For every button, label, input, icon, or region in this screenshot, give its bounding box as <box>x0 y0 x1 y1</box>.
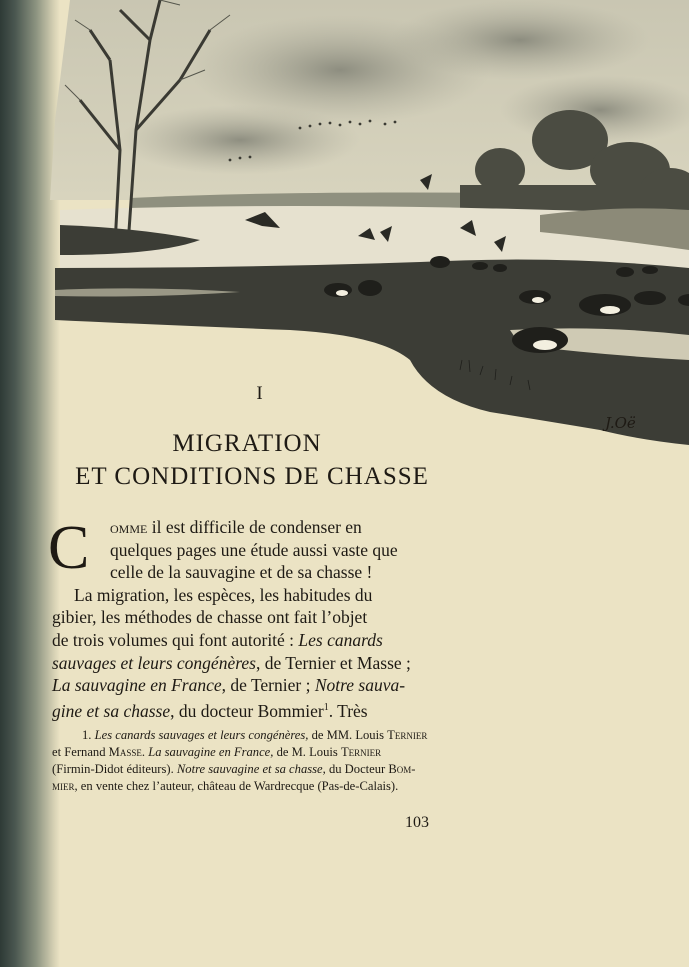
body-segment: omme <box>110 517 148 537</box>
body-segment: sauvages et leurs congénères <box>52 652 256 673</box>
body-segment: La migration, les espèces, les habitudes du <box>74 584 373 605</box>
footnote-ref: 1 <box>323 701 329 713</box>
footnote-segment: , en vente chez l’auteur, château de Wardrecque (Pas-de-Calais). <box>74 779 399 793</box>
body-line <box>52 561 448 584</box>
chapter-title-line2: ET CONDITIONS DE CHASSE <box>75 463 429 490</box>
footnote-segment: Masse. <box>108 745 146 759</box>
page-number: 103 <box>405 814 429 831</box>
footnote-segment: Ternier <box>387 728 428 742</box>
body-line <box>52 606 448 629</box>
body-segment: de trois volumes qui font autorité : <box>52 629 299 650</box>
body-line <box>52 584 448 607</box>
body-segment: La sauvagine en France <box>52 675 222 696</box>
drop-cap: C <box>48 514 90 582</box>
body-line <box>52 539 448 562</box>
body-segment: celle de la sauvagine et de sa chasse ! <box>110 562 373 583</box>
body-segment: Notre sauva- <box>314 675 406 696</box>
body-segment: gine et sa chasse <box>52 700 171 721</box>
body-segment: . Très <box>328 700 368 721</box>
body-line <box>52 652 448 675</box>
footnote-line <box>52 727 448 744</box>
footnote-line <box>52 744 448 761</box>
footnote-segment: mier <box>52 779 75 793</box>
artist-signature: J.Oë <box>605 414 636 432</box>
body-segment: , de Ternier et Masse ; <box>255 652 411 673</box>
footnote-segment: du Docteur <box>328 762 386 776</box>
body-segment: Les canards <box>298 629 383 650</box>
footnote-segment: de MM. Louis <box>311 728 385 742</box>
footnote-segment: de M. Louis <box>276 745 338 759</box>
body-line <box>52 674 448 697</box>
footnote-line <box>52 761 448 778</box>
body-paragraph <box>52 516 448 719</box>
footnote-segment: (Firmin-Didot éditeurs). <box>52 762 174 776</box>
footnote-segment: Notre sauvagine et sa chasse, <box>176 762 326 776</box>
body-line <box>52 516 448 539</box>
marsh-lapwing-illustration <box>40 0 689 445</box>
body-segment: gibier, les méthodes de chasse ont fait l’objet <box>52 607 368 628</box>
footnote-marker: 1. <box>82 728 92 742</box>
footnote-segment: Les canards sauvages et leurs congénères, <box>94 728 309 742</box>
body-segment: il est difficile de condenser en <box>147 517 362 537</box>
footnote <box>52 727 448 795</box>
footnote-segment: La sauvagine en France, <box>148 745 274 759</box>
body-segment: , de Ternier ; <box>221 675 315 696</box>
body-line <box>52 697 448 720</box>
footnote-segment: et Fernand <box>52 745 106 759</box>
chapter-number: I <box>256 383 264 404</box>
footnote-segment: Bom- <box>388 762 416 776</box>
body-segment: , du docteur Bommier <box>170 700 324 721</box>
chapter-title-line1: MIGRATION <box>172 430 322 457</box>
footnote-segment: Ternier <box>340 745 382 759</box>
body-line <box>52 629 448 652</box>
footnote-line <box>52 778 448 795</box>
body-segment: quelques pages une étude aussi vaste que <box>110 539 398 560</box>
